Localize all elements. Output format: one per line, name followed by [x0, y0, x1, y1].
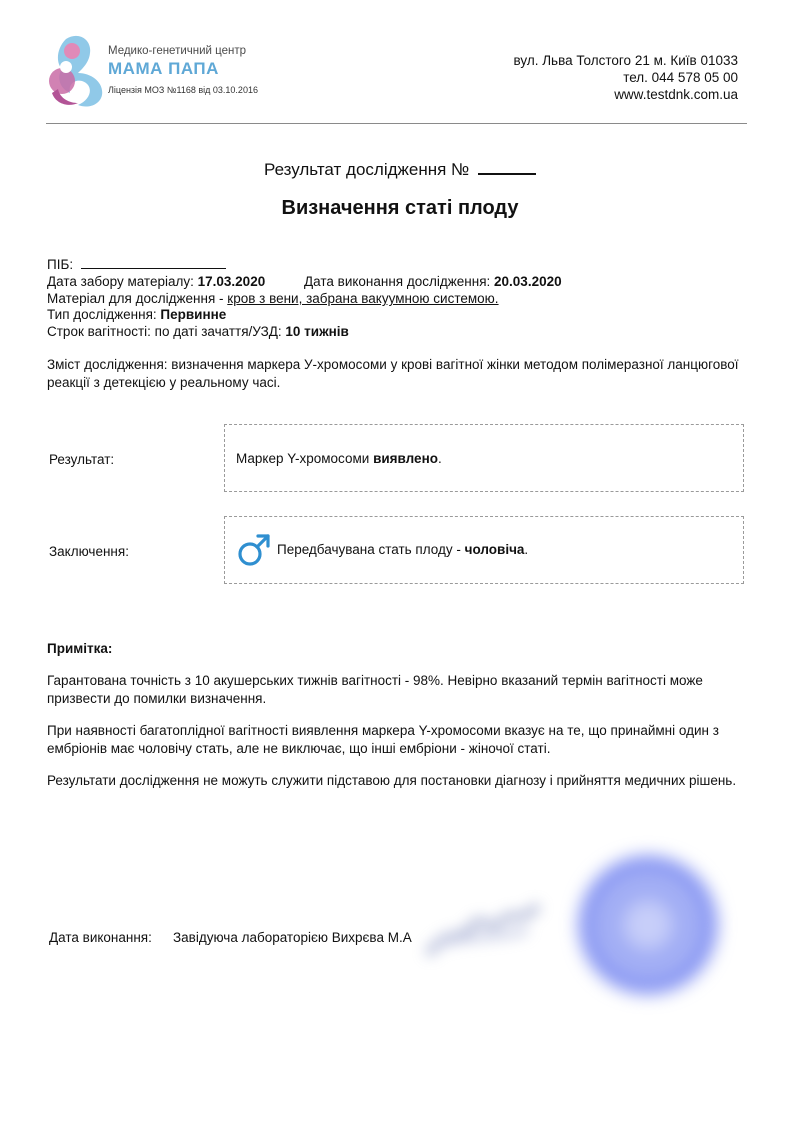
contacts [513, 52, 738, 103]
logo-subtitle: Медико-генетичний центр [108, 45, 247, 57]
address: вул. Льва Толстого 21 м. Київ 01033 [513, 53, 738, 68]
logo-license: Ліцензія МОЗ №1168 від 03.10.2016 [108, 85, 258, 95]
mother-child-icon [48, 33, 106, 107]
lab-head-label: Завідуюча лабораторією Вихрєва М.А [173, 930, 412, 945]
term-line [47, 323, 349, 340]
result-text-end: . [437, 451, 442, 466]
result-label: Результат: [49, 452, 115, 467]
note-multiple-pregnancy: При наявності багатоплідної вагітності виявлення маркера Y-хромосоми вказує на те, що принаймні один з ембріонів має чоловічу стать, але не виключає, що інші ембріони - жіночої статі. [47, 723, 719, 756]
phone: тел. 044 578 05 00 [623, 70, 738, 85]
result-text-bold: виявлено [373, 451, 438, 466]
notes-heading: Примітка: [47, 641, 113, 656]
execution-date: 20.03.2020 [494, 274, 562, 289]
type-label: Тип дослідження: [47, 307, 157, 322]
stamp [568, 855, 728, 995]
collection-date-label: Дата забору матеріалу: [47, 274, 194, 289]
logo-text [108, 44, 258, 98]
conclusion-text [277, 542, 528, 557]
website: www.testdnk.com.ua [614, 87, 738, 102]
result-number-title [0, 160, 800, 180]
material-value: кров з вени, забрана вакуумною системою. [227, 291, 499, 306]
term-label: Строк вагітності: по даті зачаття/УЗД: [47, 324, 282, 339]
conclusion-text-end: . [524, 542, 529, 557]
execution-date-line [304, 273, 562, 290]
conclusion-label: Заключення: [49, 544, 129, 559]
result-text-main: Маркер Y-хромосоми [236, 451, 370, 466]
type-line [47, 306, 226, 323]
result-box [224, 424, 744, 492]
dates-line [47, 273, 265, 290]
execution-date-label: Дата виконання дослідження: [304, 274, 491, 289]
type-value: Первинне [160, 307, 227, 322]
page-title: Визначення статі плоду [281, 197, 519, 219]
header-divider [46, 123, 747, 124]
result-number-label: Результат дослідження № [263, 160, 470, 179]
conclusion-text-main: Передбачувана стать плоду - [277, 542, 461, 557]
content-description: Зміст дослідження: визначення маркера У-хромосоми у крові вагітної жінки методом полімеразної ланцюгової реакції з детекцією у реальному часі. [47, 357, 739, 390]
result-text [236, 451, 442, 466]
conclusion-box [224, 516, 744, 584]
execution-date-footer-label: Дата виконання: [49, 930, 152, 945]
note-disclaimer: Результати дослідження не можуть служити підставою для постановки діагнозу і прийняття медичних рішень. [47, 773, 737, 788]
material-line [47, 290, 499, 307]
material-label: Матеріал для дослідження - [47, 291, 224, 306]
pib-label: ПІБ: [47, 257, 74, 272]
collection-date: 17.03.2020 [197, 274, 266, 289]
logo-brand: МАМА ПАПА [108, 59, 219, 78]
note-accuracy: Гарантована точність з 10 акушерських тижнів вагітності - 98%. Невірно вказаний термін вагітності може призвести до помилки визначення. [47, 673, 703, 706]
conclusion-text-bold: чоловіча [464, 542, 525, 557]
pib-blank [81, 256, 226, 269]
pib-line [47, 256, 226, 273]
male-symbol-icon [237, 533, 271, 567]
result-number-blank [478, 161, 536, 175]
term-value: 10 тижнів [285, 324, 349, 339]
signature [418, 885, 558, 970]
